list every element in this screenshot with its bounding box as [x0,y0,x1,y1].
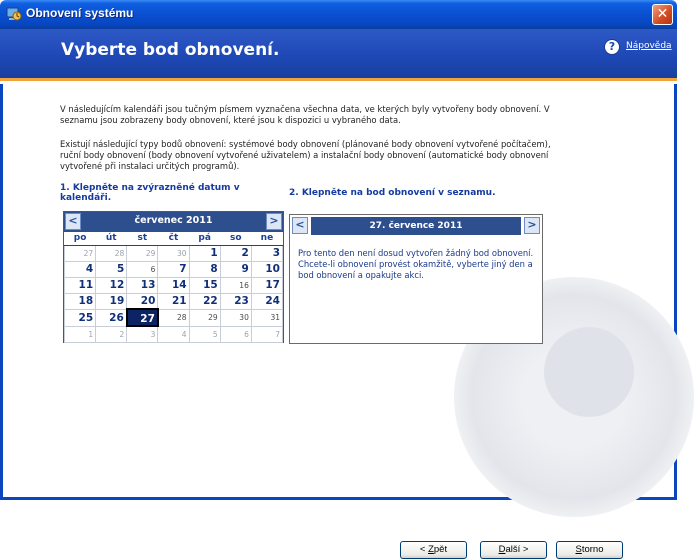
back-button[interactable] [400,541,467,559]
list-prev-day-button[interactable]: < [292,217,308,234]
no-restore-point-message: Pro tento den není dosud vytvořen žádný bod obnovení. Chcete-li obnovení provést okamžitě, vyberte jiný den a bod obnovení a opakujte akci. [298,248,534,280]
calendar-day[interactable]: 1 [189,245,220,261]
back-label-post: pět [433,544,448,555]
calendar-day[interactable]: 30 [220,309,251,326]
weekday-sat: so [220,232,251,245]
weekday-fri: pá [189,232,220,245]
calendar-day[interactable]: 14 [158,277,189,293]
calendar-day[interactable]: 3 [251,245,282,261]
calendar-day[interactable]: 17 [251,277,282,293]
calendar-day[interactable]: 29 [127,245,158,261]
calendar-day[interactable]: 5 [96,261,127,277]
calendar-day[interactable]: 16 [220,277,251,293]
intro-paragraph-2: Existují následující typy bodů obnovení: systémové body obnovení (plánované body obnovení vytvořené počítačem), ruční body obnovení (body obnovení vytvořené uživatelem) a instalační body obnovení (automatické body obnovení vytvořené při instalaci určitých programů). [60,139,551,171]
calendar-day[interactable]: 3 [127,326,158,342]
next-accel-key: D [498,544,506,555]
title-bar [0,0,677,29]
step1-label: 1. Klepněte na zvýrazněné datum v kalendáři. [60,183,240,203]
weekday-mon: po [65,232,96,245]
selected-day-number: 27 [140,313,155,325]
window-title: Obnovení systému [26,6,134,20]
calendar-header [64,212,283,232]
calendar-day[interactable]: 23 [220,293,251,309]
calendar-day[interactable]: 15 [189,277,220,293]
next-button[interactable] [480,541,547,559]
cancel-accel-key: S [575,544,582,555]
calendar-grid [64,232,283,343]
calendar-day[interactable]: 10 [251,261,282,277]
calendar-next-button[interactable]: > [266,213,282,230]
calendar-day[interactable]: 2 [220,245,251,261]
next-label-post: alší > [505,544,529,555]
weekday-sun: ne [251,232,282,245]
calendar-day[interactable]: 29 [189,309,220,326]
calendar-day[interactable]: 7 [158,261,189,277]
calendar-day-selected[interactable] [127,309,158,326]
help-icon[interactable]: ? [604,39,620,55]
calendar-day[interactable]: 31 [251,309,282,326]
back-accel-key: Z [428,544,434,555]
cancel-label-post: torno [581,544,604,555]
calendar-day[interactable]: 18 [65,293,96,309]
page-title: Vyberte bod obnovení. [61,40,280,60]
weekday-tue: út [96,232,127,245]
calendar-day[interactable]: 4 [65,261,96,277]
selected-date-label: 27. července 2011 [311,217,521,235]
calendar-day[interactable]: 13 [127,277,158,293]
calendar-day[interactable]: 22 [189,293,220,309]
calendar-day[interactable]: 21 [158,293,189,309]
header-banner [0,29,677,81]
calendar-day[interactable]: 8 [189,261,220,277]
wizard-content [0,84,677,555]
system-restore-icon [6,6,22,22]
calendar-day[interactable]: 7 [251,326,282,342]
calendar-day[interactable]: 12 [96,277,127,293]
weekday-wed: st [127,232,158,245]
calendar-day[interactable]: 30 [158,245,189,261]
calendar-day[interactable]: 28 [158,309,189,326]
calendar-day[interactable]: 4 [158,326,189,342]
restore-list-header [290,215,542,237]
calendar-day[interactable]: 2 [96,326,127,342]
calendar-day[interactable]: 25 [65,309,96,326]
weekday-thu: čt [158,232,189,245]
calendar-day[interactable]: 19 [96,293,127,309]
close-button[interactable] [652,4,673,25]
calendar-day[interactable]: 24 [251,293,282,309]
calendar-day[interactable]: 28 [96,245,127,261]
calendar-day[interactable]: 6 [127,261,158,277]
calendar-month-label: červenec 2011 [134,215,213,226]
calendar-prev-button[interactable]: < [65,213,81,230]
help-link[interactable]: Nápověda [626,41,672,51]
step2-label: 2. Klepněte na bod obnovení v seznamu. [289,188,496,198]
close-icon: ✕ [656,6,669,22]
restore-point-list[interactable] [289,214,543,344]
calendar-day[interactable]: 9 [220,261,251,277]
calendar-day[interactable]: 11 [65,277,96,293]
list-next-day-button[interactable]: > [524,217,540,234]
calendar-day[interactable]: 5 [189,326,220,342]
restore-watermark-inner [544,327,634,417]
intro-paragraph-1: V následujícím kalendáři jsou tučným písmem vyznačena všechna data, ve kterých byly vytvořeny body obnovení. V seznamu jsou zobrazeny body obnovení, které jsou k dispozici u vybraného data. [60,104,550,125]
calendar-day[interactable]: 27 [65,245,96,261]
cancel-button[interactable] [556,541,623,559]
calendar-day[interactable]: 20 [127,293,158,309]
back-label-pre: < [419,544,429,555]
calendar-day[interactable]: 6 [220,326,251,342]
calendar-day[interactable]: 1 [65,326,96,342]
calendar [63,211,284,343]
calendar-day[interactable]: 26 [96,309,127,326]
